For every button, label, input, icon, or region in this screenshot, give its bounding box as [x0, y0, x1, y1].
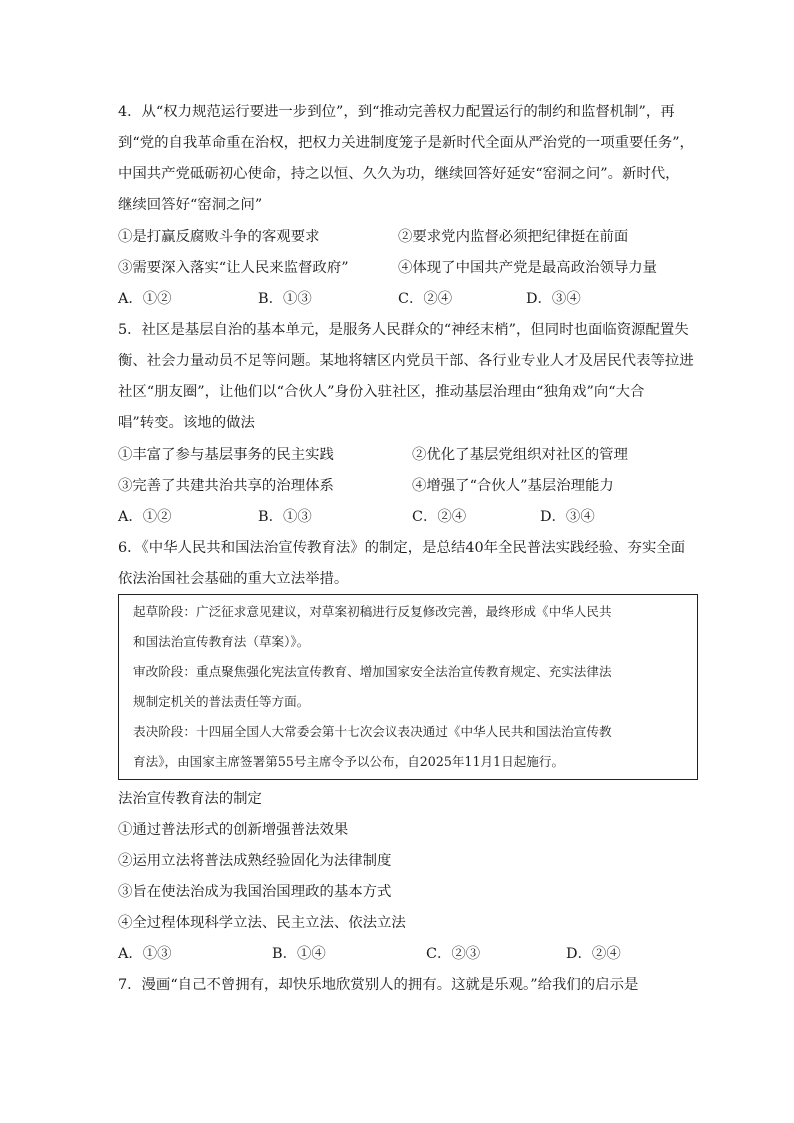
q5-stem-line-2: 衡、社会力量动员不足等问题。某地将辖区内党员干部、各行业专业人才及居民代表等拉进	[118, 353, 694, 369]
q5-choice-a[interactable]: A．①②	[118, 509, 172, 525]
q4-stem-line-1: 4．从“权力规范运行要进一步到位”，到“推动完善权力配置运行的制约和监督机制”，再	[118, 104, 675, 120]
q6-box-line-1: 起草阶段：广泛征求意见建议，对草案初稿进行反复修改完善，最终形成《中华人民共	[133, 604, 612, 619]
q5-item-3: ③完善了共建共治共享的治理体系	[118, 478, 334, 494]
q4-choice-c[interactable]: C．②④	[398, 291, 453, 307]
q5-stem-line-1: 5．社区是基层自治的基本单元，是服务人民群众的“神经末梢”，但同时也面临资源配置失	[118, 322, 689, 338]
q4-item-1: ①是打赢反腐败斗争的客观要求	[118, 229, 320, 245]
q6-box-line-6: 育法》，由国家主席签署第55号主席令予以公布，自2025年11月1日起施行。	[133, 754, 565, 769]
q4-stem-line-4: 继续回答好“窑洞之问”	[118, 197, 263, 213]
q5-item-4: ④增强了“合伙人”基层治理能力	[412, 478, 614, 494]
q4-choice-d[interactable]: D．③④	[526, 291, 581, 307]
q6-item-4: ④全过程体现科学立法、民主立法、依法立法	[118, 915, 406, 931]
q4-choice-a[interactable]: A．①②	[118, 291, 172, 307]
q6-choice-a[interactable]: A．①③	[118, 946, 172, 962]
q6-stem-line-1: 6．《中华人民共和国法治宣传教育法》的制定，是总结40年全民普法实践经验、夯实全面	[118, 540, 686, 556]
q6-stem-line-2: 依法治国社会基础的重大立法举措。	[118, 571, 349, 587]
q6-lead: 法治宣传教育法的制定	[118, 791, 262, 807]
q6-item-2: ②运用立法将普法成熟经验固化为法律制度	[118, 853, 392, 869]
q4-choice-b[interactable]: B．①③	[258, 291, 312, 307]
q5-choice-c[interactable]: C．②④	[412, 509, 467, 525]
q4-item-3: ③需要深入落实“让人民来监督政府”	[118, 260, 349, 276]
q7-stem: 7．漫画“自己不曾拥有，却快乐地欣赏别人的拥有。这就是乐观。”给我们的启示是	[118, 977, 639, 993]
q4-item-4: ④体现了中国共产党是最高政治领导力量	[398, 260, 658, 276]
q4-stem-line-2: 到“党的自我革命重在治权，把权力关进制度笼子是新时代全面从严治党的一项重要任务”，	[118, 135, 694, 151]
q6-item-1: ①通过普法形式的创新增强普法效果	[118, 822, 349, 838]
q5-choice-d[interactable]: D．③④	[540, 509, 595, 525]
q5-stem-line-3: 社区“朋友圈”，让他们以“合伙人”身份入驻社区，推动基层治理由“独角戏”向“大合	[118, 384, 645, 400]
q4-item-2: ②要求党内监督必须把纪律挺在前面	[398, 229, 629, 245]
q6-box-line-5: 表决阶段：十四届全国人大常委会第十七次会议表决通过《中华人民共和国法治宣传教	[133, 724, 612, 739]
q6-choice-c[interactable]: C．②③	[426, 946, 481, 962]
q6-choice-d[interactable]: D．②④	[566, 946, 621, 962]
q6-item-3: ③旨在使法治成为我国治国理政的基本方式	[118, 884, 392, 900]
q6-box-line-2: 和国法治宣传教育法（草案）》。	[133, 634, 310, 649]
q6-material-box	[118, 594, 698, 780]
q5-item-2: ②优化了基层党组织对社区的管理	[412, 447, 628, 463]
q5-choice-b[interactable]: B．①③	[258, 509, 312, 525]
q4-stem-line-3: 中国共产党砥砺初心使命，持之以恒、久久为功，继续回答好延安“窑洞之问”。新时代，	[118, 166, 680, 182]
q5-stem-line-4: 唱”转变。该地的做法	[118, 415, 255, 431]
q6-box-line-4: 规制定机关的普法责任等方面。	[133, 694, 310, 709]
q6-choice-b[interactable]: B．①④	[272, 946, 326, 962]
q6-box-line-3: 审改阶段：重点聚焦强化宪法宣传教育、增加国家安全法治宣传教育规定、充实法律法	[133, 664, 612, 679]
q5-item-1: ①丰富了参与基层事务的民主实践	[118, 447, 334, 463]
